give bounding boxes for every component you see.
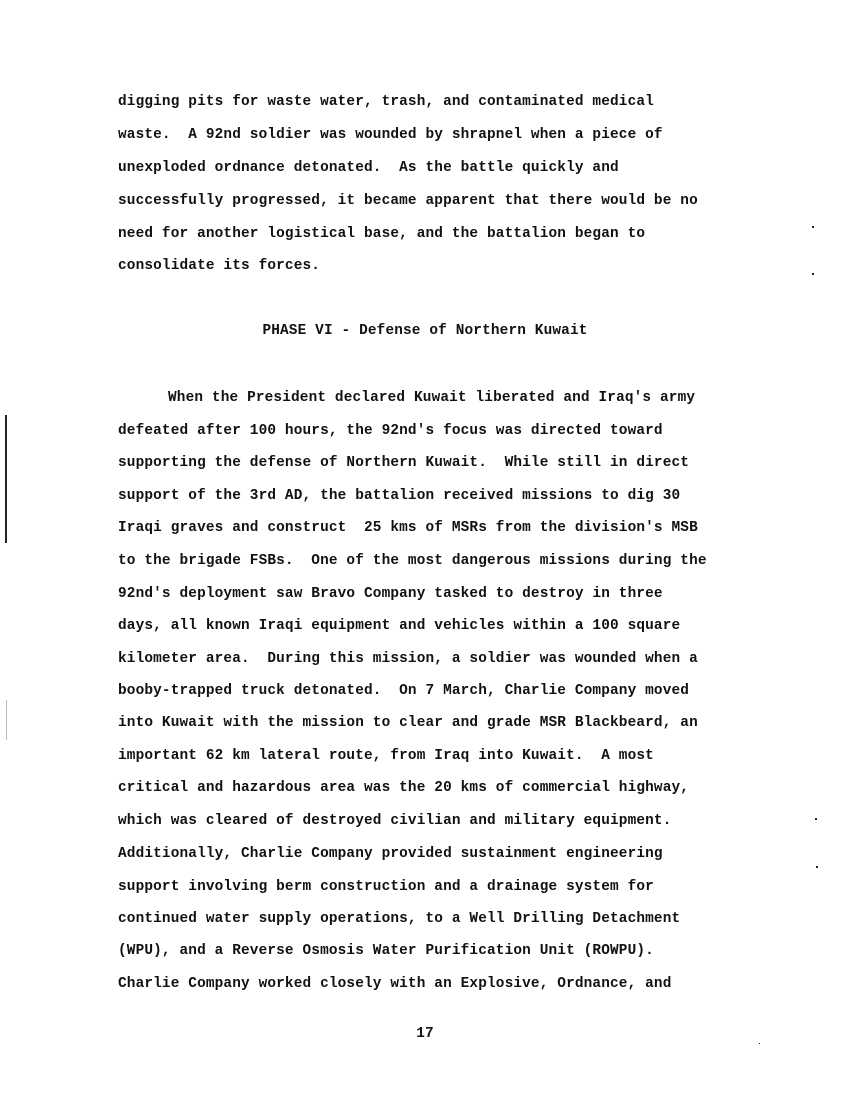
text-line: critical and hazardous area was the 20 kms of commercial highway, <box>118 780 690 796</box>
text-line: 92nd's deployment saw Bravo Company tasked to destroy in three <box>118 586 663 602</box>
text-line: supporting the defense of Northern Kuwait. While still in direct <box>118 455 690 471</box>
text-line: which was cleared of destroyed civilian and military equipment. <box>118 813 672 829</box>
text-line: kilometer area. During this mission, a soldier was wounded when a <box>118 651 698 667</box>
text-line: days, all known Iraqi equipment and vehicles within a 100 square <box>118 618 681 634</box>
section-heading: PHASE VI - Defense of Northern Kuwait <box>262 323 588 339</box>
text-line: consolidate its forces. <box>118 258 321 274</box>
scan-speck <box>812 226 814 228</box>
text-line: continued water supply operations, to a Well Drilling Detachment <box>118 911 681 927</box>
text-line: Additionally, Charlie Company provided sustainment engineering <box>118 846 663 862</box>
text-line: to the brigade FSBs. One of the most dangerous missions during the <box>118 553 707 569</box>
text-line: support of the 3rd AD, the battalion received missions to dig 30 <box>118 488 681 504</box>
text-line: digging pits for waste water, trash, and contaminated medical <box>118 94 654 110</box>
page-number: 17 <box>416 1026 434 1042</box>
text-line: waste. A 92nd soldier was wounded by shrapnel when a piece of <box>118 127 663 143</box>
scan-speck <box>759 1043 760 1044</box>
text-line: important 62 km lateral route, from Iraq into Kuwait. A most <box>118 748 654 764</box>
text-line: booby-trapped truck detonated. On 7 March, Charlie Company moved <box>118 683 690 699</box>
text-line: Charlie Company worked closely with an Explosive, Ordnance, and <box>118 976 672 992</box>
text-line: support involving berm construction and a drainage system for <box>118 879 654 895</box>
text-line: When the President declared Kuwait liberated and Iraq's army <box>168 390 696 406</box>
scan-margin-line <box>6 700 7 740</box>
text-line: unexploded ordnance detonated. As the battle quickly and <box>118 160 619 176</box>
text-line: (WPU), and a Reverse Osmosis Water Purification Unit (ROWPU). <box>118 943 654 959</box>
text-line: successfully progressed, it became apparent that there would be no <box>118 193 698 209</box>
scan-speck <box>815 818 817 820</box>
text-line: defeated after 100 hours, the 92nd's focus was directed toward <box>118 423 663 439</box>
text-line: need for another logistical base, and the battalion began to <box>118 226 646 242</box>
text-line: into Kuwait with the mission to clear and grade MSR Blackbeard, an <box>118 715 698 731</box>
scan-speck <box>816 866 818 868</box>
scan-speck <box>812 273 814 275</box>
text-line: Iraqi graves and construct 25 kms of MSRs from the division's MSB <box>118 520 698 536</box>
scan-margin-line <box>5 415 7 543</box>
